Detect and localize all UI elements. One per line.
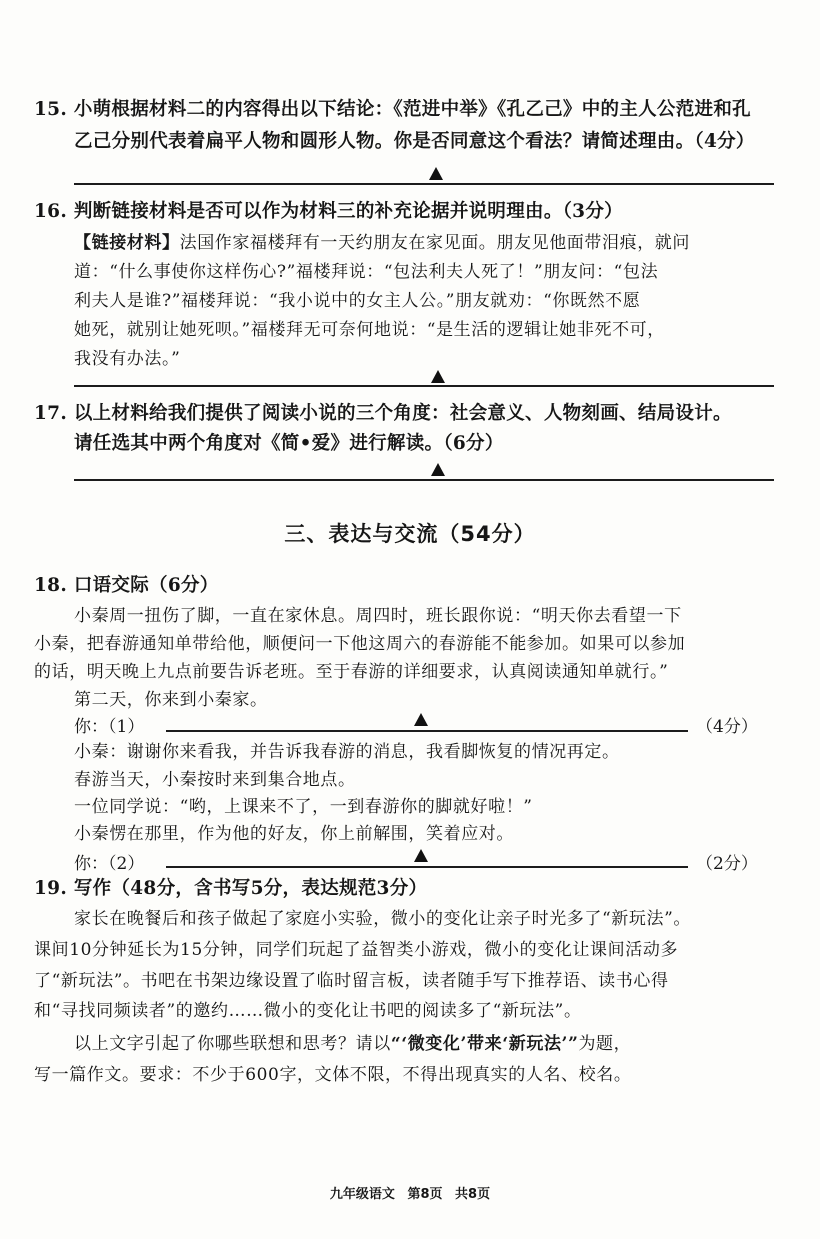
q19-line4: 和“寻找同频读者”的邀约……微小的变化让书吧的阅读多了“新玩法”。 bbox=[34, 1001, 582, 1021]
q18-line5: 小秦：谢谢你来看我，并告诉我春游的消息，我看脚恢复的情况再定。 bbox=[74, 742, 620, 762]
q19-prompt-pre: 以上文字引起了你哪些联想和思考？请以 bbox=[74, 1034, 391, 1054]
q18-line6: 春游当天，小秦按时来到集合地点。 bbox=[74, 770, 356, 790]
answer-marker-icon bbox=[431, 370, 445, 383]
q18-head: 18. 口语交际（6分） bbox=[34, 575, 219, 596]
q16-material-tag: 【链接材料】 bbox=[74, 233, 180, 253]
q16-material-line4: 她死，就别让她死呗。”福楼拜无可奈何地说：“是生活的逻辑让她非死不可， bbox=[74, 320, 665, 340]
q19-line3: 了“新玩法”。书吧在书架边缘设置了临时留言板，读者随手写下推荐语、读书心得 bbox=[34, 971, 669, 991]
q18-line7: 一位同学说：“哟，上课来不了，一到春游你的脚就好啦！” bbox=[74, 797, 533, 817]
q16-line1: 16. 判断链接材料是否可以作为材料三的补充论据并说明理由。（3分） bbox=[34, 201, 623, 222]
q15-answer-line[interactable] bbox=[74, 183, 774, 185]
answer-marker-icon bbox=[414, 713, 428, 726]
q17-line1: 17. 以上材料给我们提供了阅读小说的三个角度：社会意义、人物刻画、结局设计。 bbox=[34, 403, 732, 424]
q15-line2: 乙己分别代表着扁平人物和圆形人物。你是否同意这个看法？请简述理由。（4分） bbox=[74, 131, 755, 152]
q18-blank2-label: 你：（2） bbox=[74, 854, 145, 874]
section-title: 三、表达与交流（54分） bbox=[284, 522, 536, 546]
q19-prompt-post: 为题， bbox=[578, 1034, 632, 1054]
page-footer bbox=[0, 1183, 820, 1202]
q16-material-line3: 利夫人是谁?”福楼拜说：“我小说中的女主人公。”朋友就劝：“你既然不愿 bbox=[74, 291, 641, 311]
q16-material-text1: 法国作家福楼拜有一天约朋友在家见面。朋友见他面带泪痕，就问 bbox=[179, 233, 691, 253]
answer-marker-icon bbox=[414, 849, 428, 862]
q19-line5 bbox=[74, 1032, 631, 1056]
q19-essay-title: “‘微变化’带来‘新玩法’” bbox=[390, 1034, 579, 1054]
q19-line1: 家长在晚餐后和孩子做起了家庭小实验，微小的变化让亲子时光多了“新玩法”。 bbox=[74, 909, 691, 929]
q18-blank1-line[interactable] bbox=[166, 730, 688, 732]
q16-material-line2: 道：“什么事使你这样伤心?”福楼拜说：“包法利夫人死了！”朋友问：“包法 bbox=[74, 262, 659, 282]
q16-material-line1 bbox=[74, 231, 690, 255]
q18-blank1-score: （4分） bbox=[696, 717, 758, 737]
q19-line6: 写一篇作文。要求：不少于600字，文体不限，不得出现真实的人名、校名。 bbox=[34, 1065, 632, 1085]
q18-line1: 小秦周一扭伤了脚，一直在家休息。周四时，班长跟你说：“明天你去看望一下 bbox=[74, 606, 682, 626]
q17-answer-line[interactable] bbox=[74, 479, 774, 481]
q18-line4: 第二天，你来到小秦家。 bbox=[74, 690, 268, 710]
footer-subject: 九年级语文 bbox=[329, 1187, 395, 1202]
q16-material-line5: 我没有办法。” bbox=[74, 349, 181, 369]
q18-blank1-label: 你：（1） bbox=[74, 717, 145, 737]
q15-line1: 15. 小萌根据材料二的内容得出以下结论：《范进中举》《孔乙己》中的主人公范进和孔 bbox=[34, 99, 751, 120]
q18-line8: 小秦愣在那里，作为他的好友，你上前解围，笑着应对。 bbox=[74, 824, 514, 844]
q18-line3: 的话，明天晚上九点前要告诉老班。至于春游的详细要求，认真阅读通知单就行。” bbox=[34, 662, 669, 682]
answer-marker-icon bbox=[429, 167, 443, 180]
q18-line2: 小秦，把春游通知单带给他，顺便问一下他这周六的春游能不能参加。如果可以参加 bbox=[34, 634, 686, 654]
q17-line2: 请任选其中两个角度对《简•爱》进行解读。（6分） bbox=[74, 433, 504, 454]
q19-line2: 课间10分钟延长为15分钟，同学们玩起了益智类小游戏，微小的变化让课间活动多 bbox=[34, 940, 679, 960]
footer-total: 共8页 bbox=[455, 1187, 491, 1202]
q16-answer-line[interactable] bbox=[74, 385, 774, 387]
footer-page: 第8页 bbox=[407, 1187, 443, 1202]
q18-blank2-score: （2分） bbox=[696, 854, 758, 874]
answer-marker-icon bbox=[431, 463, 445, 476]
q19-head: 19. 写作（48分，含书写5分，表达规范3分） bbox=[34, 878, 428, 899]
q18-blank2-line[interactable] bbox=[166, 866, 688, 868]
